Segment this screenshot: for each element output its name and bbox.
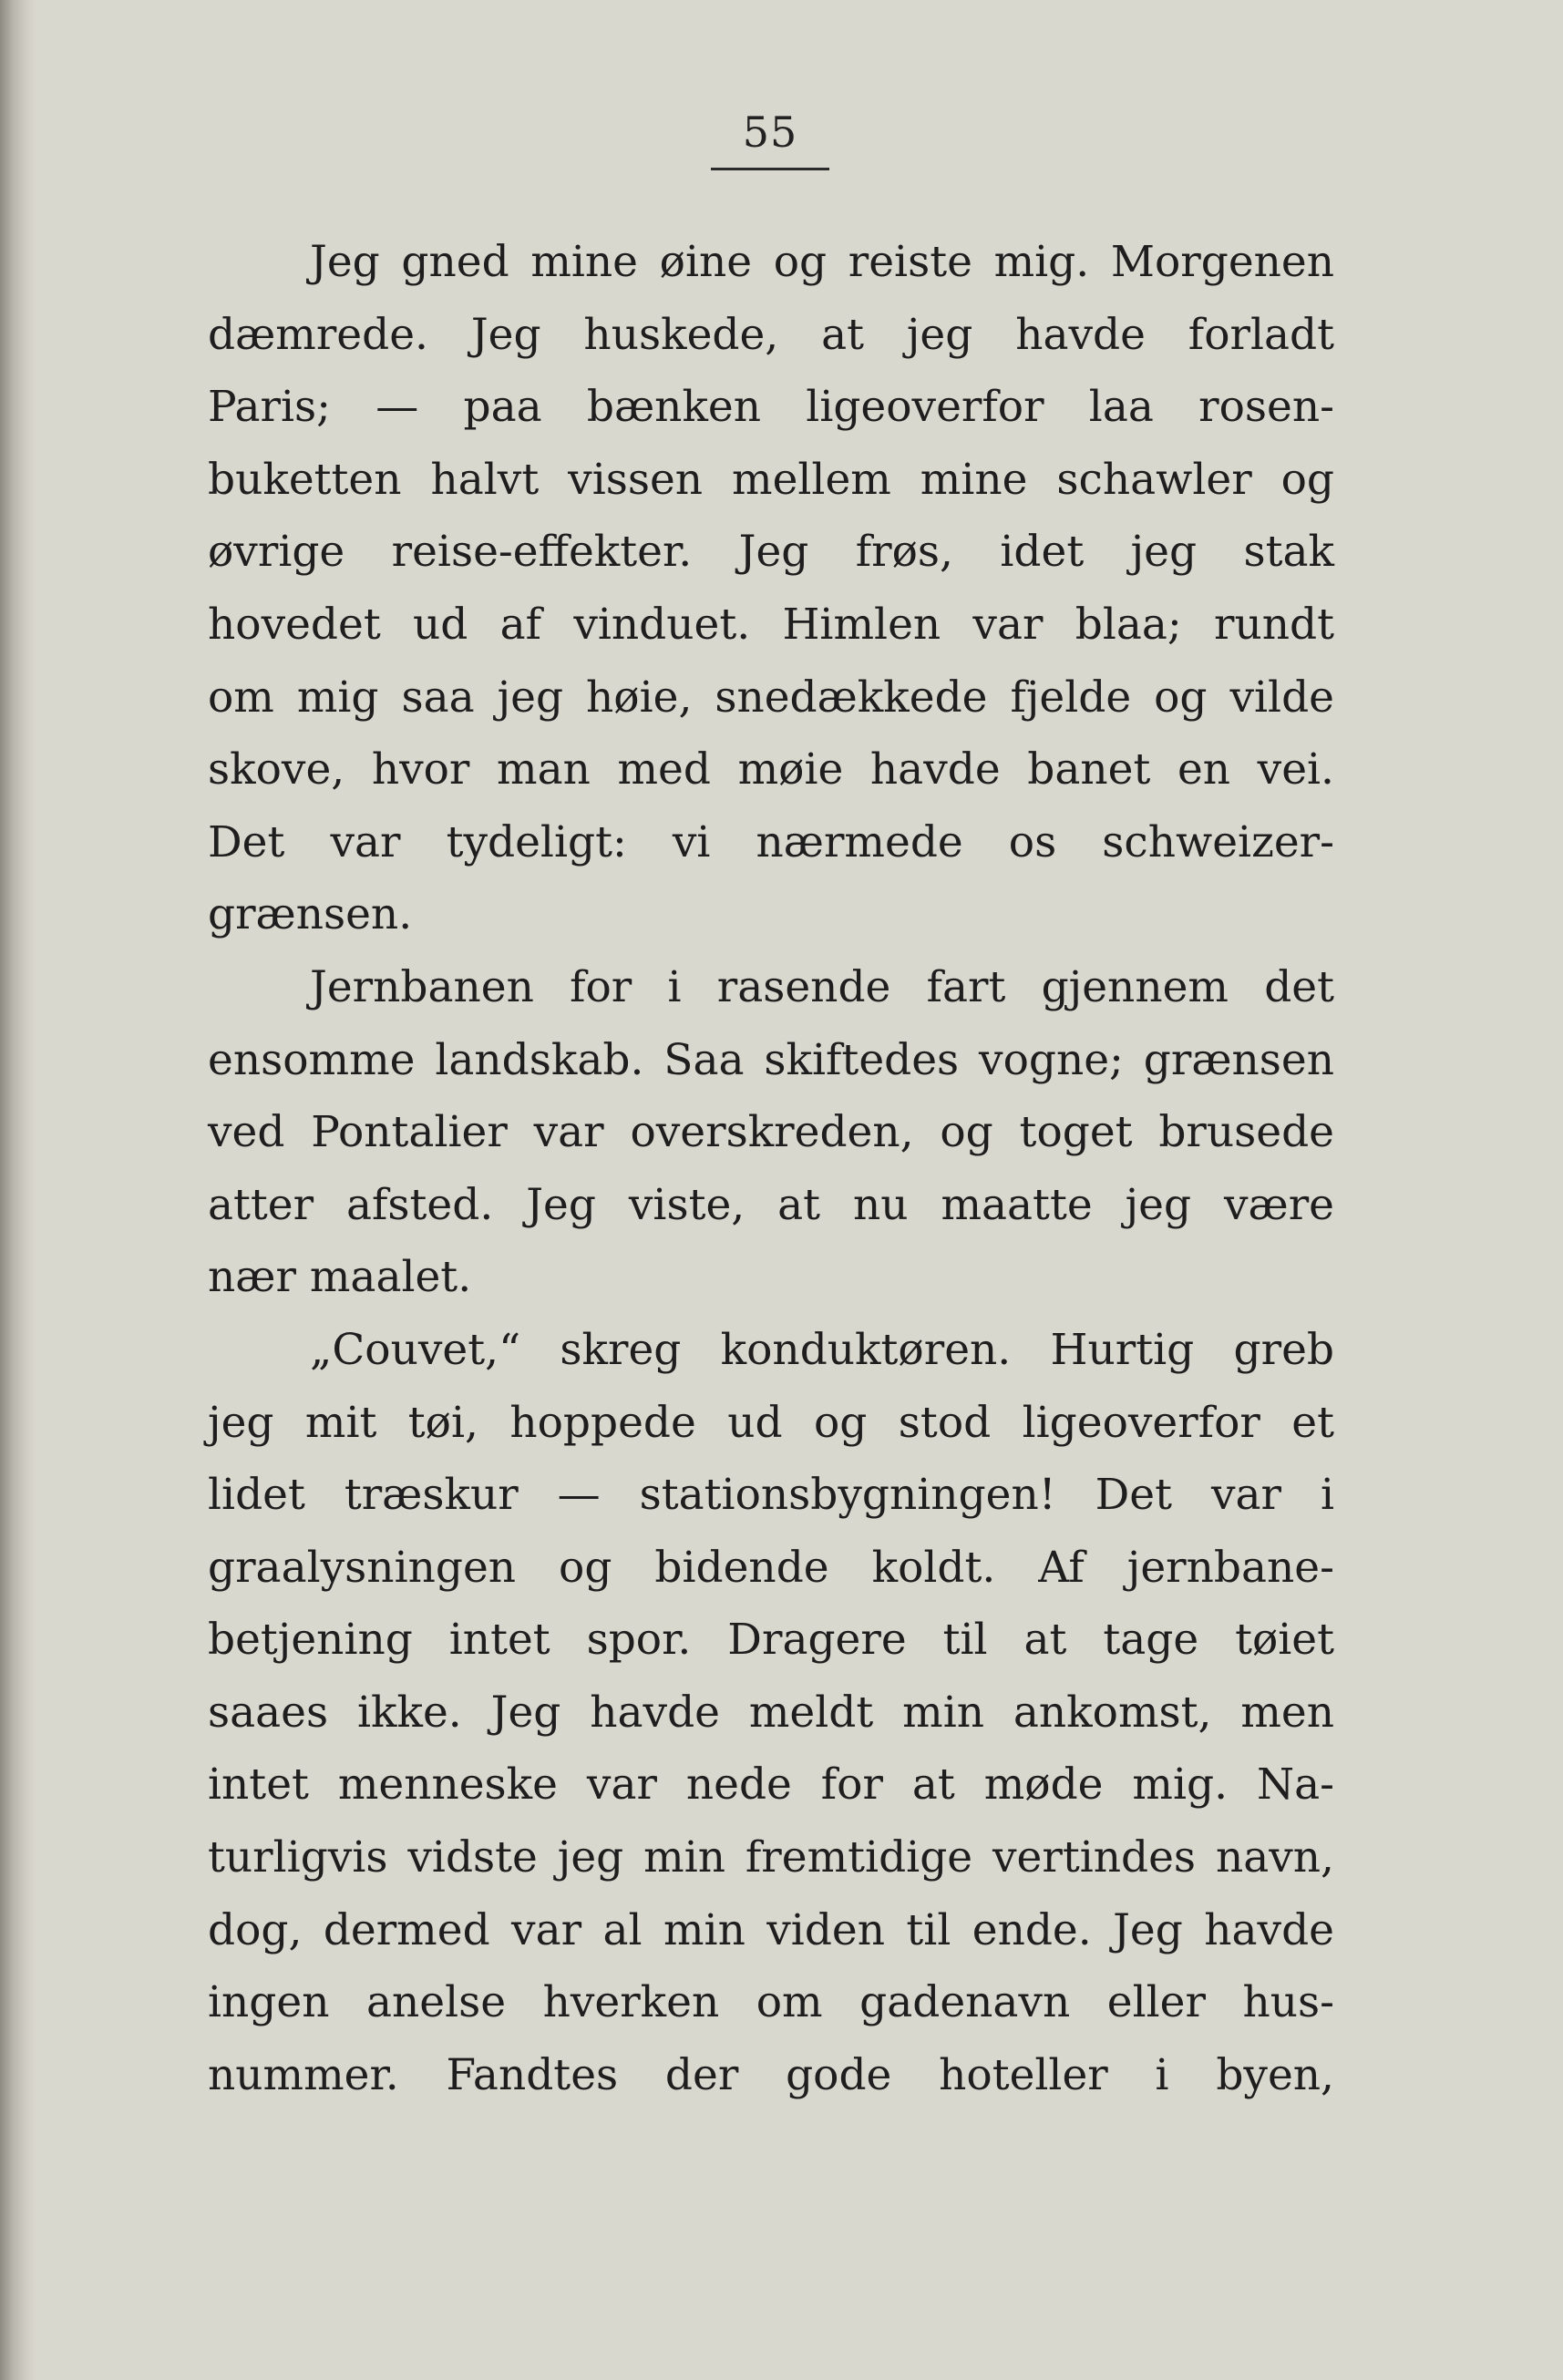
text-line: intet menneske var nede for at møde mig. Na- <box>208 1759 1334 1811</box>
text-line: turligvis vidste jeg min fremtidige vertindes navn, <box>208 1832 1334 1883</box>
page-number-rule <box>711 168 829 170</box>
text-line: Jeg gned mine øine og reiste mig. Morgenen <box>310 237 1334 287</box>
page-number: 55 <box>742 108 798 157</box>
text-line: nummer. Fandtes der gode hoteller i byen, <box>208 2049 1334 2100</box>
text-line: saaes ikke. Jeg havde meldt min ankomst, men <box>208 1687 1334 1738</box>
text-line: hovedet ud af vinduet. Himlen var blaa; rundt <box>208 599 1334 650</box>
text-line: om mig saa jeg høie, snedækkede fjelde og vilde <box>208 672 1334 723</box>
text-line: dæmrede. Jeg huskede, at jeg havde forladt <box>208 309 1334 360</box>
text-line: dog, dermed var al min viden til ende. Jeg havde <box>208 1904 1334 1955</box>
text-line: skove, hvor man med møie havde banet en vei. <box>208 744 1334 795</box>
text-line: ingen anelse hverken om gadenavn eller hus- <box>208 1977 1334 2028</box>
text-line: Jernbanen for i rasende fart gjennem det <box>310 961 1334 1012</box>
text-line: ved Pontalier var overskreden, og toget brusede <box>208 1107 1334 1158</box>
text-line: Paris; — paa bænken ligeoverfor laa rosen- <box>208 382 1334 433</box>
text-line: atter afsted. Jeg viste, at nu maatte jeg være <box>208 1179 1334 1230</box>
text-line: nær maalet. <box>208 1252 472 1303</box>
text-line: lidet træskur — stationsbygningen! Det var i <box>208 1470 1334 1521</box>
text-line: jeg mit tøi, hoppede ud og stod ligeoverfor et <box>208 1397 1334 1448</box>
book-spine-shadow <box>0 0 36 2380</box>
text-line: betjening intet spor. Dragere til at tage tøiet <box>208 1615 1334 1666</box>
text-line: „Couvet,“ skreg konduktøren. Hurtig greb <box>310 1324 1334 1375</box>
text-line: graalysningen og bidende koldt. Af jernbane- <box>208 1542 1334 1593</box>
text-line: grænsen. <box>208 889 413 940</box>
text-line: ensomme landskab. Saa skiftedes vogne; grænsen <box>208 1034 1334 1085</box>
text-line: buketten halvt vissen mellem mine schawler og <box>208 454 1334 505</box>
text-line: øvrige reise-effekter. Jeg frøs, idet jeg stak <box>208 527 1334 578</box>
text-line: Det var tydeligt: vi nærmede os schweizer- <box>208 816 1334 867</box>
body-text <box>208 226 1334 2111</box>
